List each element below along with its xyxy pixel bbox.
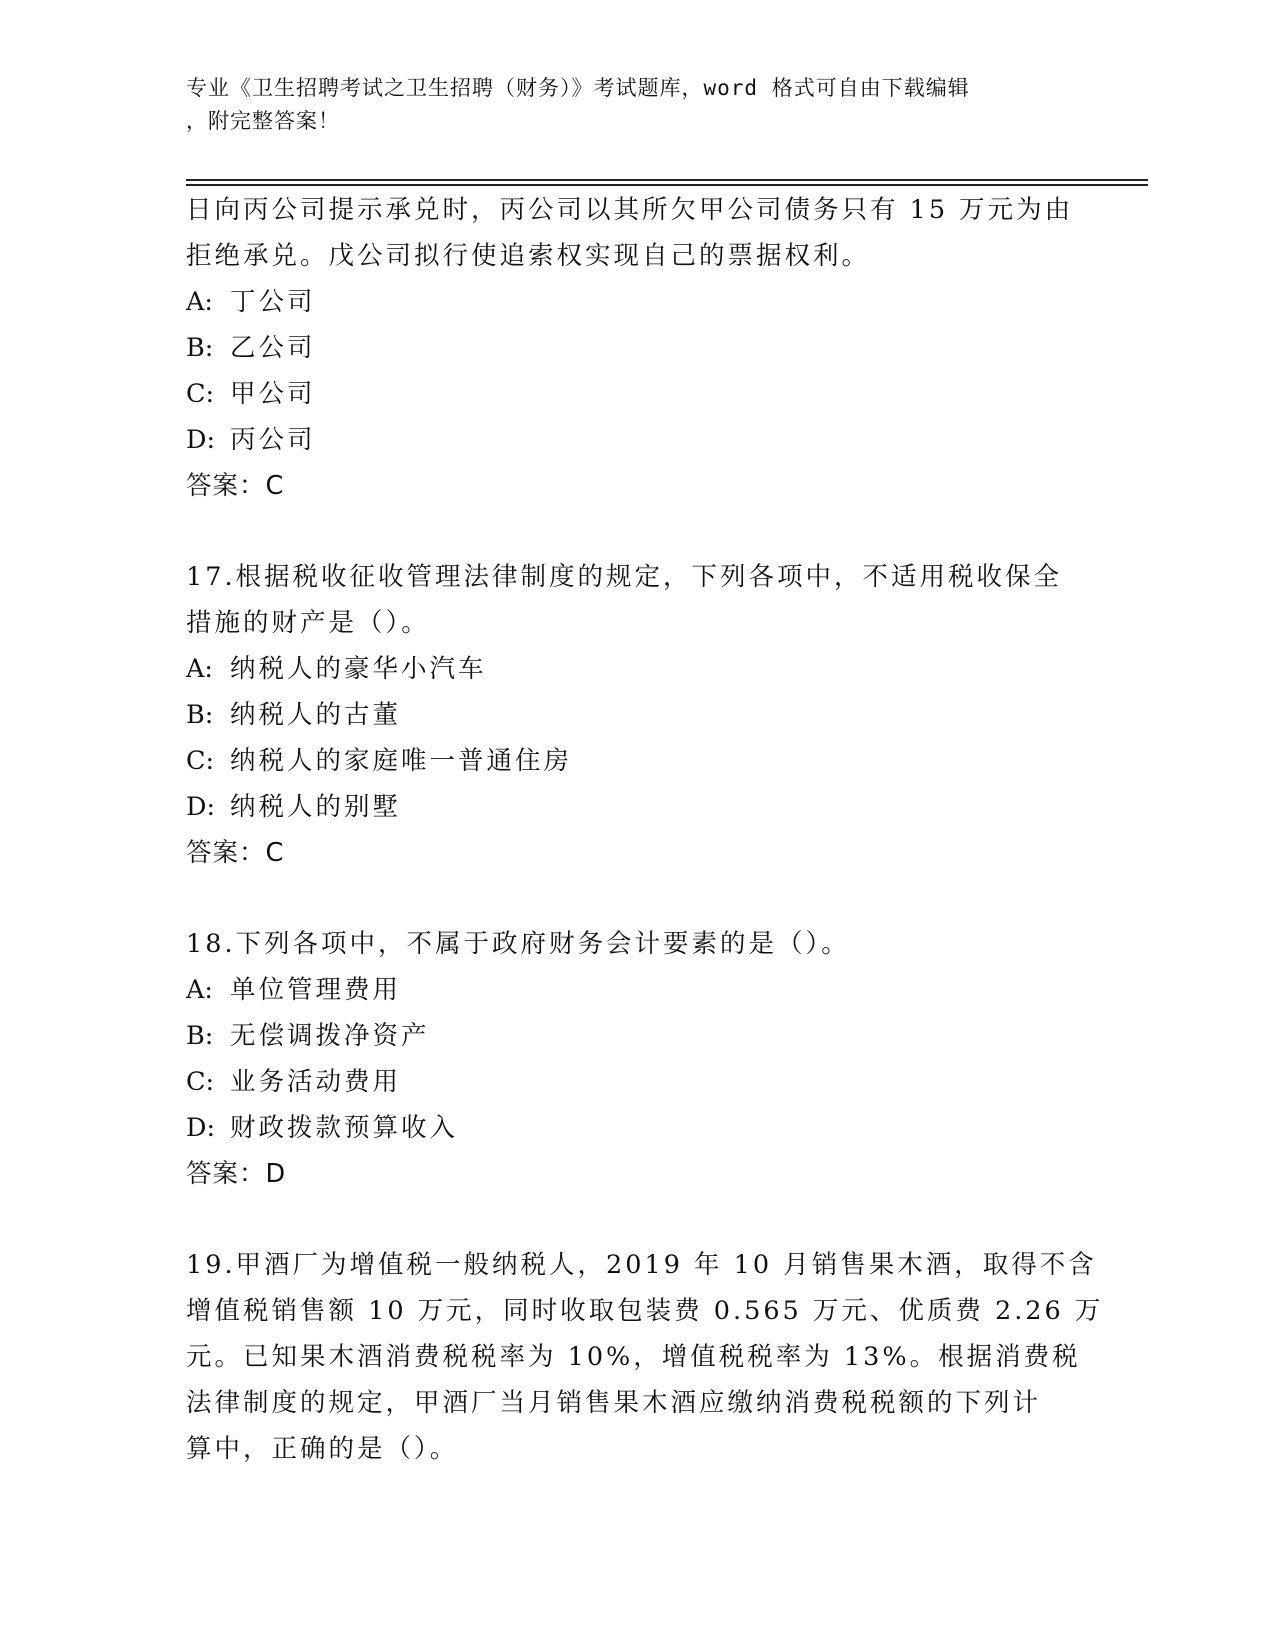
answer-option [186,784,1086,830]
answer-option [186,279,1086,325]
option-text: 丁公司 [230,287,316,317]
option-text: 财政拨款预算收入 [230,1113,459,1143]
answer-key: 答案：C [186,838,285,868]
option-text: 纳税人的豪华小汽车 [230,654,487,684]
option-letter: A: [186,654,214,684]
option-text: 业务活动费用 [230,1067,402,1097]
answer-option [186,417,1086,463]
question-stem [186,187,1086,279]
option-letter: B: [186,700,214,730]
option-letter: C: [186,1067,215,1097]
header-title-line-1: 专业《卫生招聘考试之卫生招聘（财务）》考试题库，word 格式可自由下载编辑 [186,76,970,100]
question-stem-line: 拒绝承兑。戊公司拟行使追索权实现自己的票据权利。 [186,241,871,271]
answer-option [186,646,1086,692]
question-stem-line: 增值税销售额 10 万元，同时收取包装费 0.565 万元、优质费 2.26 万 [186,1296,1104,1326]
question-stem-line: 18.下列各项中，不属于政府财务会计要素的是（）。 [186,929,850,959]
question-stem-line: 元。已知果木酒消费税税率为 10%，增值税税率为 13%。根据消费税 [186,1342,1081,1372]
question-block [186,921,1086,1197]
option-text: 纳税人的古董 [230,700,402,730]
answer-option [186,738,1086,784]
question-stem-line: 法律制度的规定，甲酒厂当月销售果木酒应缴纳消费税税额的下列计 [186,1388,1042,1418]
question-stem [186,921,1086,967]
answer-key: 答案：C [186,471,285,501]
option-letter: C: [186,746,215,776]
answer-option [186,692,1086,738]
header-title-line-2: ，附完整答案！ [186,109,340,133]
question-stem-line: 日向丙公司提示承兑时，丙公司以其所欠甲公司债务只有 15 万元为由 [186,195,1074,225]
answer-key: 答案：D [186,1159,287,1189]
question-stem [186,1242,1104,1472]
question-block [186,187,1086,509]
answer-option [186,1013,1086,1059]
question-stem-line: 算中，正确的是（）。 [186,1434,459,1464]
question-stem-line: 17.根据税收征收管理法律制度的规定，下列各项中，不适用税收保全 [186,562,1063,592]
option-letter: D: [186,425,216,455]
answer-option [186,371,1086,417]
question-stem-line: 19.甲酒厂为增值税一般纳税人，2019 年 10 月销售果木酒，取得不含 [186,1250,1097,1280]
option-letter: A: [186,975,214,1005]
option-text: 纳税人的家庭唯一普通住房 [230,746,573,776]
option-text: 丙公司 [230,425,316,455]
option-text: 单位管理费用 [230,975,402,1005]
answer-option [186,1059,1086,1105]
question-list [186,187,1104,1517]
option-text: 乙公司 [230,333,316,363]
document-header [186,72,1066,138]
question-stem-line: 措施的财产是（）。 [186,608,430,638]
option-text: 甲公司 [230,379,316,409]
answer-option [186,1105,1086,1151]
option-text: 无偿调拨净资产 [230,1021,430,1051]
answer-option [186,325,1086,371]
header-divider-top [186,179,1148,181]
option-letter: B: [186,333,214,363]
option-text: 纳税人的别墅 [230,792,402,822]
header-divider-bottom [186,184,1148,186]
option-letter: D: [186,1113,216,1143]
question-block [186,1242,1104,1472]
answer-option [186,967,1086,1013]
question-stem [186,554,1086,646]
option-letter: B: [186,1021,214,1051]
option-letter: C: [186,379,215,409]
option-letter: A: [186,287,214,317]
option-letter: D: [186,792,216,822]
question-block [186,554,1086,876]
